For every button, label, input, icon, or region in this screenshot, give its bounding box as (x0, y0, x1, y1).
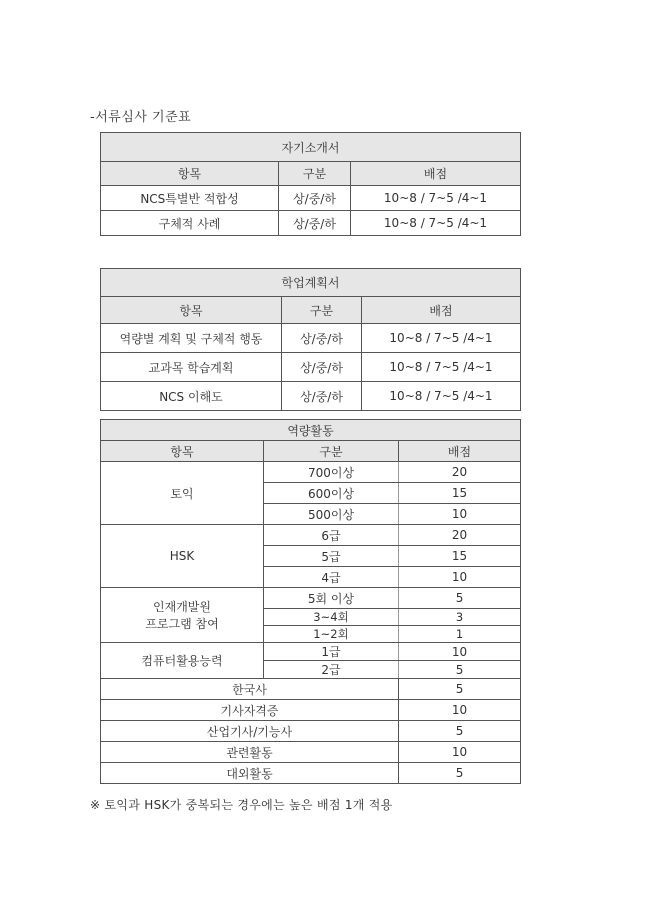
self-intro-table (100, 132, 521, 236)
item-cell: 역량별 계획 및 구체적 행동 (101, 324, 282, 353)
grade-cell: 600이상 (264, 483, 399, 504)
grade-cell: 1~2회 (264, 626, 399, 643)
score-cell: 5 (399, 679, 521, 700)
grade-cell: 1급 (264, 643, 399, 661)
grade-cell: 상/중/하 (282, 382, 362, 411)
item-cell-toeic: 토익 (101, 462, 264, 525)
footnote: ※ 토익과 HSK가 중복되는 경우에는 높은 배점 1개 적용 (90, 798, 393, 812)
item-cell: 교과목 학습계획 (101, 353, 282, 382)
score-cell: 10 (399, 700, 521, 721)
item-cell-hsk: HSK (101, 525, 264, 588)
table-title: 학업계획서 (101, 269, 521, 297)
score-cell: 5 (399, 588, 521, 609)
score-cell: 15 (399, 546, 521, 567)
score-cell: 20 (399, 525, 521, 546)
column-header-item: 항목 (101, 297, 282, 324)
column-header-item: 항목 (101, 162, 279, 186)
item-cell: 대외활동 (101, 763, 399, 784)
table-row (101, 643, 521, 661)
competency-table (100, 419, 521, 784)
column-header-item: 항목 (101, 441, 264, 462)
column-header-grade: 구분 (282, 297, 362, 324)
table-row (101, 462, 521, 483)
table-row (101, 353, 521, 382)
table-row (101, 525, 521, 546)
column-header-grade: 구분 (264, 441, 399, 462)
score-cell: 20 (399, 462, 521, 483)
item-cell: 한국사 (101, 679, 399, 700)
score-cell: 10~8 / 7~5 /4~1 (351, 211, 521, 236)
column-header-score: 배점 (362, 297, 521, 324)
item-line-2: 프로그램 참여 (145, 617, 219, 631)
score-cell: 5 (399, 763, 521, 784)
table-row (101, 700, 521, 721)
grade-cell: 6급 (264, 525, 399, 546)
document-title: -서류심사 기준표 (90, 110, 192, 125)
table-row (101, 679, 521, 700)
table-row (101, 382, 521, 411)
item-cell: 기사자격증 (101, 700, 399, 721)
score-cell: 10~8 / 7~5 /4~1 (362, 382, 521, 411)
grade-cell: 700이상 (264, 462, 399, 483)
score-cell: 10 (399, 504, 521, 525)
item-cell: 산업기사/기능사 (101, 721, 399, 742)
column-header-score: 배점 (351, 162, 521, 186)
grade-cell: 5회 이상 (264, 588, 399, 609)
grade-cell: 500이상 (264, 504, 399, 525)
grade-cell: 상/중/하 (279, 211, 351, 236)
score-cell: 1 (399, 626, 521, 643)
item-cell: 구체적 사례 (101, 211, 279, 236)
item-cell-computer: 컴퓨터활용능력 (101, 643, 264, 679)
score-cell: 10~8 / 7~5 /4~1 (351, 186, 521, 211)
score-cell: 5 (399, 721, 521, 742)
item-cell: NCS특별반 적합성 (101, 186, 279, 211)
score-cell: 10~8 / 7~5 /4~1 (362, 324, 521, 353)
item-cell-hrd-program (101, 588, 264, 643)
grade-cell: 2급 (264, 661, 399, 679)
score-cell: 10~8 / 7~5 /4~1 (362, 353, 521, 382)
score-cell: 5 (399, 661, 521, 679)
table-row (101, 588, 521, 609)
grade-cell: 3~4회 (264, 609, 399, 626)
grade-cell: 상/중/하 (279, 186, 351, 211)
item-line-1: 인재개발원 (153, 600, 211, 614)
table-row (101, 186, 521, 211)
item-cell: NCS 이해도 (101, 382, 282, 411)
score-cell: 3 (399, 609, 521, 626)
table-title: 역량활동 (101, 420, 521, 441)
column-header-score: 배점 (399, 441, 521, 462)
score-cell: 10 (399, 567, 521, 588)
grade-cell: 상/중/하 (282, 353, 362, 382)
table-row (101, 324, 521, 353)
score-cell: 10 (399, 643, 521, 661)
column-header-grade: 구분 (279, 162, 351, 186)
score-cell: 15 (399, 483, 521, 504)
table-row (101, 742, 521, 763)
table-title: 자기소개서 (101, 133, 521, 162)
grade-cell: 5급 (264, 546, 399, 567)
table-row (101, 211, 521, 236)
score-cell: 10 (399, 742, 521, 763)
grade-cell: 상/중/하 (282, 324, 362, 353)
table-row (101, 763, 521, 784)
study-plan-table (100, 268, 521, 411)
table-row (101, 721, 521, 742)
grade-cell: 4급 (264, 567, 399, 588)
item-cell: 관련활동 (101, 742, 399, 763)
